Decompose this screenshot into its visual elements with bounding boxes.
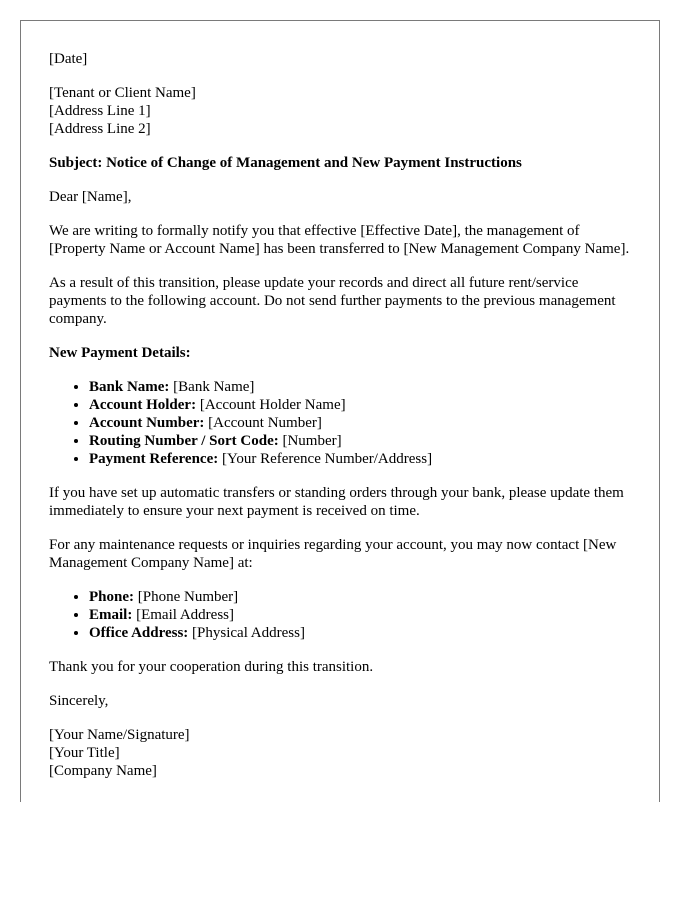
paragraph-transition: As a result of this transition, please update your records and direct all future rent/service payments to the following account. Do not send further payments to the previous management company. bbox=[49, 275, 616, 327]
paragraph-automatic-transfers: If you have set up automatic transfers or standing orders through your bank, please update them immediately to ensure your next payment is received on time. bbox=[49, 485, 624, 519]
payment-detail-routing-number bbox=[89, 432, 631, 450]
salutation: Dear [Name], bbox=[49, 189, 132, 205]
recipient-name: [Tenant or Client Name] bbox=[49, 85, 196, 101]
contact-details-list bbox=[49, 588, 631, 642]
payment-detail-bank-name bbox=[89, 378, 631, 396]
payment-detail-label: Account Holder: bbox=[89, 397, 197, 413]
signature-block bbox=[49, 726, 631, 780]
paragraph-contact-intro: For any maintenance requests or inquiries regarding your account, you may now contact [New Management Company Name] at: bbox=[49, 537, 617, 571]
payment-detail-label: Bank Name: bbox=[89, 379, 170, 395]
payment-detail-value: [Number] bbox=[278, 433, 342, 449]
payment-detail-account-holder bbox=[89, 396, 631, 414]
contact-detail-value: [Email Address] bbox=[132, 607, 234, 623]
letter-date: [Date] bbox=[49, 51, 88, 67]
contact-detail-value: [Physical Address] bbox=[188, 625, 305, 641]
payment-detail-label: Account Number: bbox=[89, 415, 205, 431]
contact-detail-email bbox=[89, 606, 631, 624]
signature-company: [Company Name] bbox=[49, 763, 157, 779]
payment-detail-account-number bbox=[89, 414, 631, 432]
payment-detail-label: Routing Number / Sort Code: bbox=[89, 433, 279, 449]
letter-page bbox=[20, 20, 660, 802]
contact-detail-phone bbox=[89, 588, 631, 606]
paragraph-notice: We are writing to formally notify you that effective [Effective Date], the management of [Property Name or Account Name] has been transferred to [New Management Company Name]. bbox=[49, 223, 630, 257]
contact-detail-label: Email: bbox=[89, 607, 133, 623]
contact-detail-label: Office Address: bbox=[89, 625, 189, 641]
contact-detail-office-address bbox=[89, 624, 631, 642]
closing: Sincerely, bbox=[49, 693, 109, 709]
letter-subject: Subject: Notice of Change of Management and New Payment Instructions bbox=[49, 155, 522, 171]
payment-detail-reference bbox=[89, 450, 631, 468]
payment-detail-label: Payment Reference: bbox=[89, 451, 219, 467]
signature-title: [Your Title] bbox=[49, 745, 120, 761]
payment-details-heading: New Payment Details: bbox=[49, 345, 191, 361]
payment-detail-value: [Bank Name] bbox=[169, 379, 255, 395]
signature-name: [Your Name/Signature] bbox=[49, 727, 190, 743]
recipient-block bbox=[49, 84, 631, 138]
payment-detail-value: [Your Reference Number/Address] bbox=[218, 451, 433, 467]
payment-details-list bbox=[49, 378, 631, 468]
contact-detail-label: Phone: bbox=[89, 589, 134, 605]
recipient-address-line-2: [Address Line 2] bbox=[49, 121, 151, 137]
paragraph-thanks: Thank you for your cooperation during this transition. bbox=[49, 659, 374, 675]
recipient-address-line-1: [Address Line 1] bbox=[49, 103, 151, 119]
payment-detail-value: [Account Holder Name] bbox=[196, 397, 346, 413]
payment-detail-value: [Account Number] bbox=[204, 415, 322, 431]
contact-detail-value: [Phone Number] bbox=[134, 589, 239, 605]
